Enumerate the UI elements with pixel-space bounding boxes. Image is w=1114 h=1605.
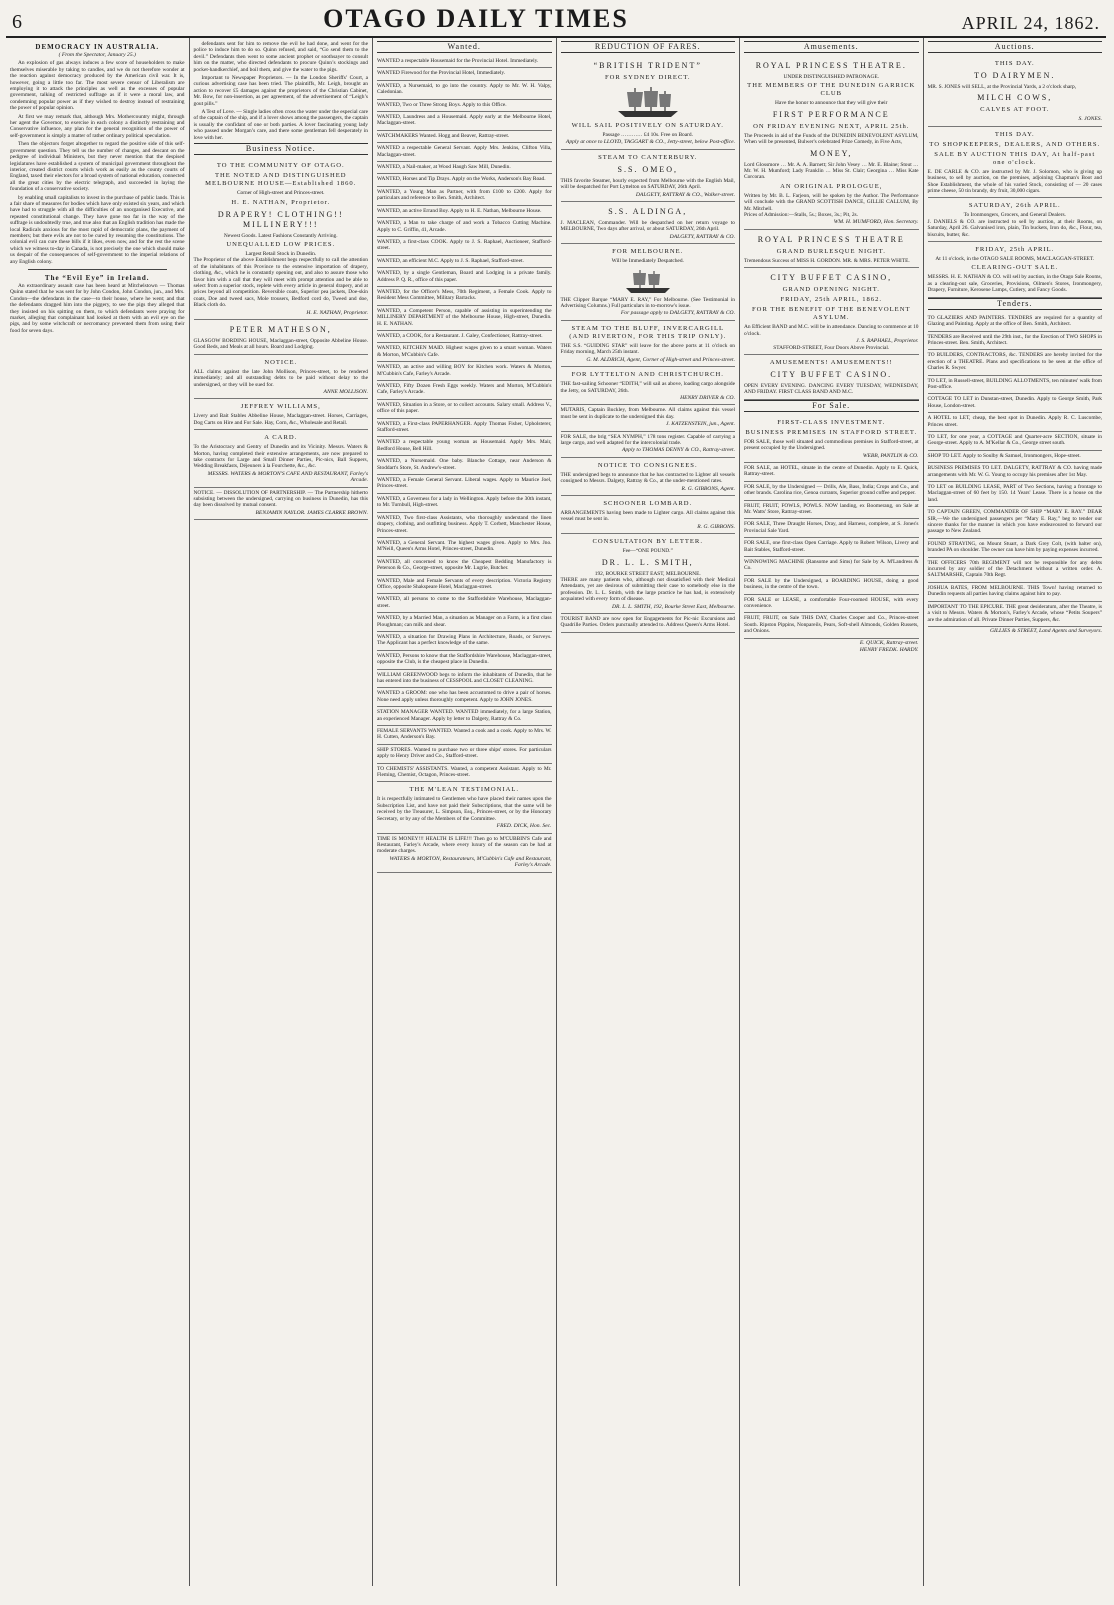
article-paragraph: Then the objectors forget altogether to regard the positive side of this self-government question. They tell us the number of changes, and descant on the pedigree of individual Ministers, but they never mention that the despised legislatures have established a system of municipal government throughout the interior, created district courts which work as easily as the county courts of England, taxed their electors for a broad system of national education, connected all the great cities by the electric telegraph, and succeeded in laying the foundation of a conservative society. xyxy=(10,141,185,193)
ship-icon xyxy=(561,85,736,119)
ad-heading: CITY BUFFET CASINO, xyxy=(770,273,893,283)
wanted-ad: WANTED, Two or Three Strong Boys. Apply to this Office. xyxy=(377,100,552,112)
advertisement xyxy=(744,268,919,355)
ad-text: The Proprietor of the above Establishment begs respectfully to call the attention of the inhabitants of this Province to the extensive importation of drapery, clothing, &c., which he is constantly opening out, and also to assure those who favor him with a call that they will meet with prompt attention and be able to select from a superior stock, replete with every article in general drapery, and at prices beyond all competition. Reversible coats, Superior pea jackets, Doe-skin coats, Doe and tweed sacs, Mole trousers, Bedford cord do, Tweed and doe, Black cloth do. xyxy=(193,257,368,309)
section-title: Auctions. xyxy=(928,41,1103,53)
column-2 xyxy=(190,38,374,1586)
wanted-ad: WANTED, a first-class COOK. Apply to J. S. Raphael, Auctioneer, Stafford-street. xyxy=(377,237,552,256)
advertisement xyxy=(561,458,736,496)
tender-ad: THE OFFICERS 70th REGIMENT will not be responsible for any debts incurred by any soldier of the Detachment without a written order. A. SALTMARSHE, Captain 70th Regt. xyxy=(928,558,1103,583)
ad-signature: GILLIES & STREET, Land Agents and Surveyors. xyxy=(990,627,1102,634)
ad-heading: ROYAL PRINCESS THEATRE. xyxy=(755,61,907,70)
sale-ads-list xyxy=(744,463,919,639)
shipping-ad xyxy=(561,405,736,431)
article-paragraph: Important to Newspaper Proprietors. — In the London Sheriffs’ Court, a curious advertising case has been tried. The plaintiffs, Mr. Leigh, brought an action to recover £5 damages against the proprietors of the Christian Cabinet, Mr. Bow, for non-insertion, as per agreement, of the advertisement of “Leigh’s gout pills.” xyxy=(193,75,368,107)
ad-signature: R. G. GIBBONS. xyxy=(697,523,735,530)
ship-name: S.S. ALDINGA, xyxy=(608,207,688,217)
wanted-ad: WANTED, a Governess for a lady in Wellington. Apply before the 30th instant, to Mr. Turnbull, High-street. xyxy=(377,494,552,513)
advertisement xyxy=(194,320,369,355)
article-paragraph: A Test of Love. — Single ladies often cross the water under the especial care of the captain of the ship, and if a lover shows among the passengers, the captain is usually the confidant of one or both parties. A lover fascinating young lady who passed under Morgan’s care, and there some gentleman fell desperately in love with her. xyxy=(193,109,368,141)
ad-text: Lord Glossmore … Mr. A. A. Barnett; Sir John Vesey … Mr. E. Blaine; Stout … Mr. W. H. Mumford; Lady Franklin … Miss St. Clair; Georgina … Miss Kate Corcoran. xyxy=(744,161,919,181)
ad-text: THE S.S. “GUIDING STAR” will leave for the above ports at 11 o'clock on Friday morning, March 25th instant. xyxy=(560,342,735,356)
advertisement xyxy=(928,198,1103,242)
ad-text: Tremendous Success of MISS H. GORDON. MR. & MRS. PETER WHITE. xyxy=(744,257,910,264)
advertisement xyxy=(377,834,552,873)
ad-signature: Apply to THOMAS DENNY & CO., Rattray-street. xyxy=(621,447,735,454)
ad-heading: FOR MELBOURNE. xyxy=(612,248,684,256)
sale-ad: FOR SALE, one first-class Open Carriage. Apply to Robert Wilson, Livery and Bait Stables, Stafford-street. xyxy=(744,538,919,557)
ad-signature: MESSRS. WATERS & MORTON'S CAFE AND RESTAURANT, Farley's Arcade. xyxy=(207,470,368,484)
ad-text: It is respectfully intimated to Gentlemen who have placed their names upon the Subscription List, and have not paid their Subscriptions, that the same will be received by the Treasurer, L. Simpson, Esq., Princes-street, or by the Honorary Secretary, or by any of the Members of the Committee. xyxy=(377,796,552,822)
divider xyxy=(28,269,167,270)
wanted-ad: WANTED, a situation for Drawing Plans in Architecture, Roads, or Surveys. The Applicant has a perfect knowledge of the same. xyxy=(377,632,552,651)
article-paragraph: by enabling small capitalists to invest in the purchase of public lands. This is a fair share of measures for bodies which have only existed six years, and which have had to struggle with all the difficulties of an unorganised Executive, and repeated constitutional change. They have gone too far in the way of the suffrage is undoubtedly true, and true also that an English tradition has made the local Radicals anxious for the most rapid of democratic plans, the payment of members; but there evils are not to be cured by resuming the constitutions. The colonial evil can cure these bills if it likes, even now, and for the rest the scene which we witness to-day in Canada, is not precisely the one which should make us despair of the consequences of self-government to the imperial relations of any English colony. xyxy=(10,194,185,265)
wanted-ad: WANTED, Laundress and a Housemaid. Apply early at the Melbourne Hotel, Maclaggan-street. xyxy=(377,112,552,131)
ad-heading: STEAM TO THE BLUFF, INVERCARGILL (AND RIVERTON, FOR THIS TRIP ONLY). xyxy=(569,324,727,340)
ship-name: “BRITISH TRIDENT” xyxy=(593,61,702,70)
column-1 xyxy=(6,38,190,1586)
advertisement xyxy=(744,415,919,463)
wanted-ad: WANTED, for the Officer's Mess, 70th Regiment, a Female Cook. Apply to Resident Mess Committee, Military Barracks. xyxy=(377,287,552,306)
section-title: Tenders. xyxy=(928,298,1103,310)
ad-text: NOTICE. — DISSOLUTION OF PARTNERSHIP. — The Partnership hitherto subsisting between the undersigned, carrying on business in Dunedin, has this day been dissolved by mutual consent. xyxy=(193,489,368,509)
ad-heading: GRAND BURLESQUE NIGHT. xyxy=(776,247,886,255)
shipping-ad xyxy=(561,202,736,244)
ad-heading: MONEY, xyxy=(810,148,853,158)
ad-text: E. DE CARLE & CO. are instructed by Mr. J. Solomon, who is giving up business, to sell by auction, on the premises, adjoining Chapman's Boot and Shoe Establishment, the whole of his varied Stock, consisting of — 20 cases prime cheese, 50 tin brandy, dry fruit, 30,000 cigars. xyxy=(927,168,1102,195)
sale-ad: FOR SALE, Three Draught Horses, Dray, and Harness, complete, at S. Jones's Provincial Sale Yard. xyxy=(744,519,919,538)
ad-text: The Proceeds in aid of the Funds of the DUNEDIN BENEVOLENT ASYLUM, When will be presented, Bulwer's celebrated Prize Comedy, in Five Acts, xyxy=(744,132,919,146)
ad-signature: J. KATZENSTEIN, jun., Agent. xyxy=(666,421,735,428)
column-6 xyxy=(924,38,1107,1586)
ad-heading: FRIDAY, 25th APRIL, 1862. xyxy=(780,296,883,304)
ad-signature: S. JONES. xyxy=(1078,116,1102,123)
ad-heading: SCHOONER LOMBARD. xyxy=(603,499,693,507)
ad-text: Livery and Bait Stables Abbeline House, Maclaggan-street. Horses, Carriages, Dog Carts on Hire and For Sale. Hay, Corn, &c., Wholesale and Retail. xyxy=(193,413,368,426)
shipping-ad xyxy=(561,150,736,202)
article-title: DEMOCRACY IN AUSTRALIA. xyxy=(35,43,160,51)
column-4 xyxy=(557,38,741,1586)
ad-heading: CITY BUFFET CASINO. xyxy=(770,369,893,379)
ad-heading: FRIDAY, 25th APRIL. xyxy=(975,246,1055,254)
tender-ad: IMPORTANT TO THE EPICURE. THE great desideratum, after the Theatre, is a visit to Messrs. Waters & Morton's, Farley's Arcade, whose “Petits Soupers” are the admiration of all. Private Dinner Parties, Suppers, &c. xyxy=(928,602,1103,627)
column-3 xyxy=(373,38,557,1586)
ad-text: TIME IS MONEY!!! HEALTH IS LIFE!!! Then go to M'CUBBIN'S Cafe and Restaurant, Farley's Arcade, where every luxury of the season can be had at moderate charges. xyxy=(377,835,552,855)
ad-signature: DALGETY, RATTRAY & CO. xyxy=(669,233,735,240)
ad-heading: THIS DAY. xyxy=(994,130,1035,138)
wanted-ad: WANTED, a Competent Person, capable of assisting in superintending the MILLINERY DEPARTMENT of the Melbourne House, High-street, Dunedin. H. E. NATHAN. xyxy=(377,306,552,331)
wanted-ad: WANTED, a Nail-maker, at Wood Haugh Saw Mill, Dunedin. xyxy=(377,162,552,174)
ad-address: STAFFORD-STREET, Four Doors Above Provincial. xyxy=(773,344,890,351)
ad-slogan: DRAPERY! CLOTHING!! MILLINERY!!! xyxy=(217,209,344,229)
ad-heading: TO SHOPKEEPERS, DEALERS, AND OTHERS. xyxy=(929,140,1101,148)
ad-heading: ON FRIDAY EVENING NEXT, APRIL 25th. xyxy=(753,122,910,130)
sale-ad: FOR SALE by the Undersigned, a BOARDING HOUSE, doing a good business, in the centre of the town. xyxy=(744,576,919,595)
ad-text: THE undersigned begs to announce that he has contracted to Lighter all vessels consigned to Messrs. Dalgety, Rattray & Co., at the under-mentioned rates. xyxy=(560,471,735,485)
ship-name: S.S. OMEO, xyxy=(617,164,678,174)
sale-ad: FOR SALE, an HOTEL, situate in the centre of Dunedin. Apply to E. Quick, Rattray-street. xyxy=(744,463,919,482)
sale-ad: FRUIT, FRUIT, on Sale THIS DAY, Charles Cooper and Co., Princes-street South. Ripston Pippins, Nonpareils, Pears, Soft-shell Almonds, Golden Russets, and Onions. xyxy=(744,613,919,638)
ad-text: Largest Retail Stock in Dunedin. xyxy=(245,250,317,257)
ad-text: THERE are many patients who, although not dissatisfied with their Medical Attendants, yet are desirous of submitting their case to somebody else in the profession. Dr. L. L. Smith, with the large practice he has had, is extensively acquainted with every form of disease. xyxy=(560,577,735,603)
wanted-ad: WANTED, all persons to come to the Staffordshire Warehouse, Maclaggan-street. xyxy=(377,594,552,613)
tender-ad: JOSHUA BATES, FROM MELBOURNE. THIS Town! having returned to Dunedin requests all parties having claims against him to pay. xyxy=(928,583,1103,602)
wanted-ad: WANTED, Male and Female Servants of every description. Victoria Registry Office, opposite Shakspeare Hotel, Maclaggan-street. xyxy=(377,576,552,595)
ad-heading: BUSINESS PREMISES IN STAFFORD STREET. xyxy=(745,428,918,436)
ad-text: THE fast-sailing Schooner “EDITH,” will sail as above, loading cargo alongside the Jetty, on SATURDAY, 26th. xyxy=(560,381,735,394)
ship-fare: Passage ………… £4 10s. Free on Board. xyxy=(602,132,693,138)
ad-text: TOURIST BAND are now open for Engagements for Pic-nic Excursions and Quadrille Parties. Orders punctually attended to. Address Queen's Arms Hotel. xyxy=(560,616,735,629)
ad-text: FOR SALE, the brig “SEA NYMPH,” 178 tons register. Capable of carrying a large cargo, and well adapted for the intercolonial trade. xyxy=(560,433,735,446)
ad-text: To the Aristocracy and Gentry of Dunedin and its Vicinity. Messrs. Waters & Morton, having completed their extensive arrangements, are now prepared to take contracts for Large and Small Dinner Parties, Pic-nics, Ball Suppers, Wedding Breakfasts, Déjeuners à la Fourchette, &c., &c. xyxy=(193,444,368,470)
tender-ad: TO LET, for one year, a COTTAGE and Quarter-acre SECTION, situate in George-street. Apply to A. M'Kellar & Co., George street south. xyxy=(928,432,1103,451)
ad-heading: MILCH COWS, xyxy=(977,93,1053,103)
ad-heading: THIS DAY. xyxy=(994,60,1035,67)
wanted-ad: WANTED, Horses and Tip Drays. Apply on the Works, Anderson's Bay Road. xyxy=(377,174,552,186)
ad-heading: NOTICE TO CONSIGNEES. xyxy=(597,461,698,469)
wanted-ads-list xyxy=(377,56,552,782)
wanted-ad: WANTED a respectable General Servant. Apply Mrs. Jenkins, Clifton Villa, Maclaggan-street. xyxy=(377,143,552,162)
tender-ad: TO BUILDERS, CONTRACTORS, &c. TENDERS are hereby invited for the erection of a THEATRE. Plans and specifications to be seen at the office of Charles R. Swyer. xyxy=(928,350,1103,375)
ad-text: OPEN EVERY EVENING. DANCING EVERY TUESDAY, WEDNESDAY, AND FRIDAY. FIRST CLASS BAND AND M.C. xyxy=(744,382,919,396)
ad-heading: SATURDAY, 26th APRIL. xyxy=(968,202,1061,210)
tenders-list xyxy=(928,313,1103,627)
wanted-ad: STATION MANAGER WANTED. WANTED immediately, for a large Station, an experienced Manager. Apply by letter to Dalgety, Rattray & Co. xyxy=(377,707,552,726)
ad-address: Corner of High-street and Princes-street. xyxy=(236,190,325,197)
wanted-ad: WANTED, a General Servant. The highest wages given. Apply to Mrs. Jno. M'Neill, Queen's Arms Hotel, Princes-street, Dunedin. xyxy=(377,538,552,557)
section-title: Amusements. xyxy=(744,41,919,53)
shipping-ad xyxy=(561,367,736,405)
ad-signature: WATERS & MORTON, Restaurateurs, M'Cubbin's Cafe and Restaurant, Farley's Arcade. xyxy=(389,855,552,869)
wanted-ad: WANTED, a COOK, for a Restaurant. J. Galey, Confectioner, Rattray-street. xyxy=(377,331,552,343)
ad-heading: CONSULTATION BY LETTER. xyxy=(592,538,703,546)
ad-text: MR. S. JONES will SELL, at the Provincial Yards, a 2 o'clock sharp, xyxy=(927,84,1077,90)
ad-signature: For passage apply to DALGETY, RATTRAY & CO. xyxy=(620,310,735,317)
ad-heading: UNEQUALLED LOW PRICES. xyxy=(226,240,336,248)
ad-text: J. DANIELS & CO. are instructed to sell by auction, at their Rooms, on Saturday, April 26. Galvanised iron, plain, Tin buckets, Iron do, &c., Flour, tea, biscuits, butter, &c. xyxy=(927,218,1102,238)
ad-signature: DALGETY, RATTRAY & CO., Walker-street. xyxy=(635,191,735,198)
ad-signature: J. S. RAPHAEL, Proprietor. xyxy=(856,338,919,345)
ad-subslogan: Newest Goods. Latest Fashions Constantly Arriving. xyxy=(223,232,338,239)
article-title: The “Evil Eye” in Ireland. xyxy=(44,274,150,282)
newspaper-page xyxy=(6,4,1106,1594)
wanted-ad: WILLIAM GREENWOOD begs to inform the inhabitants of Dunedin, that he has entered into the business of CESSPOOL and CLOSET CLEANING. xyxy=(377,670,552,689)
wanted-ad: WANTED Firewood for the Provincial Hotel, Immediately. xyxy=(377,68,552,80)
ad-proprietor: H. E. NATHAN, Proprietor. xyxy=(231,198,331,206)
ad-signature: G. M. ALDRICH, Agent, Corner of High-street and Princes-street. xyxy=(586,356,735,363)
tender-ad: TO LET on BUILDING LEASE, PART of Two Sections, having a frontage to Maclaggan-street of 60 feet by 150. 14 Years' Lease. There is a house on the land. xyxy=(928,482,1103,507)
wanted-ad: WANTED, Situation in a Store, or to collect accounts. Salary small. Address V., office of this paper. xyxy=(377,400,552,419)
advertisement xyxy=(194,488,369,521)
shipping-ad xyxy=(561,56,736,150)
tender-ad: TENDERS are Received until the 29th inst., for the Erection of TWO SHOPS in Princes-street. Ben. Smith, Architect. xyxy=(928,332,1103,351)
tender-ad: TO CAPTAIN GREEN, COMMANDER OF SHIP “MARY E. RAY.” DEAR SIR,—We the undersigned passengers per “Mary E. Ray,” beg to tender our sincere thanks for the manner in which you have endeavoured to forward our passage to New Zealand. xyxy=(928,507,1103,539)
ad-heading: A CARD. xyxy=(264,434,298,442)
wanted-ad: WANTED, Two first-class Assistants, who thoroughly understand the linen drapery, clothing, and outfitting business. Apply T. Corbett, Manchester House, Princes-street. xyxy=(377,513,552,538)
ad-heading: CALVES AT FOOT. xyxy=(980,106,1050,114)
article-paragraph: An extraordinary assault case has been heard at Mitchelstown — Thomas Quinn stated that he was sent for by John Condon, John Condon, jun., and Mrs. Condon—the defendants in the case—to their house, where he went; and that the defendants dragged him into the piggery, to see the pigs they alleged that they insisted on his spitting on them, to which defendants were praying for market, alleging that complainant had looked at them with an evil eye on the pigs, and by some witchcraft or necromancy prevented them from using their food for seven days. xyxy=(10,283,185,334)
advertisement xyxy=(561,496,736,534)
ad-heading: SALE BY AUCTION THIS DAY, At half-past one o'clock. xyxy=(934,150,1096,166)
wanted-ad: WANTED, a Man to take charge of and work a Tobacco Cutting Machine. Apply to C. Griffin, 41, Arcade. xyxy=(377,218,552,237)
ad-heading: TO THE COMMUNITY OF OTAGO. xyxy=(216,162,345,170)
tender-ad: BUSINESS PREMISES TO LET. DALGETY, RATTRAY & CO. having made arrangements with Mr. W. G. Young to occupy his premises after 1st May. xyxy=(928,463,1103,482)
wanted-ad: WANTED, a Female General Servant. Liberal wages. Apply to Maurice Joel, Princes-street. xyxy=(377,475,552,494)
ad-heading: PETER MATHESON, xyxy=(229,324,332,334)
advertisement xyxy=(194,430,369,487)
ad-address: 192, BOURKE STREET EAST, MELBOURNE. xyxy=(594,570,701,577)
shipping-ad xyxy=(561,432,736,458)
ad-signature: Apply at once to LLOYD, TAGGART & CO., Jetty-street, below Post-office. xyxy=(565,139,735,146)
advertisement xyxy=(928,242,1103,298)
ad-heading: TO DAIRYMEN. xyxy=(974,71,1056,80)
wanted-ad: WANTED a GROOM: one who has been accustomed to drive a pair of horses. None need apply unless thoroughly competent. Apply to JOHN JONES. xyxy=(377,688,552,707)
tender-ad: FOUND STRAYING, on Mount Stuart, a Dark Grey Colt, (with halter on), branded PA on shoulder. The owner can have him by paying expenses incurred. xyxy=(928,539,1103,558)
ad-signature: BENJAMIN NAYLOR. JAMES CLARKE BROWN. xyxy=(255,509,368,516)
issue-date: APRIL 24, 1862. xyxy=(961,13,1100,33)
shipping-ad xyxy=(561,321,736,367)
ad-heading: CLEARING-OUT SALE. xyxy=(971,264,1059,272)
ad-heading: THE MEMBERS OF THE DUNEDIN GARRICK CLUB xyxy=(747,82,916,98)
wanted-ad: WANTED, a Nursemaid. One baby. Blanche Cottage, near Anderson & Stoddart's Store, St. Andrew's-street. xyxy=(377,456,552,475)
ad-signature: WM. H. MUMFORD, Hon. Secretary. xyxy=(833,219,919,226)
advertisement xyxy=(744,230,919,268)
wanted-ad: WANTED, a First-class PAPERHANGER. Apply Thomas Fisher, Upholsterer, Stafford-street. xyxy=(377,419,552,438)
ship-route: FOR SYDNEY DIRECT. xyxy=(604,74,691,81)
advertisement xyxy=(744,355,919,400)
ad-signature: WEBB, PANTLIN & CO. xyxy=(862,452,919,459)
wanted-ad: WANTED a respectable Housemaid for the Provincial Hotel. Immediately. xyxy=(377,56,552,68)
tender-ad: SHOP TO LET. Apply to Soulby & Samuel, Ironmongers, Hope-street. xyxy=(928,451,1103,463)
ad-text: Fee—“ONE POUND.” xyxy=(622,548,673,555)
advertisement xyxy=(561,534,736,614)
ad-heading: STEAM TO CANTERBURY. xyxy=(598,153,698,161)
ad-text: Written by Mr. B. L. Farjeon, will be spoken by the Author. The Performance will conclude with the GRAND SCOTTISH DANCE, GILLIE CALLUM, By Mr. Mitchell. xyxy=(744,192,919,212)
ad-signature: ANNE MOLLISON. xyxy=(323,389,368,395)
ad-signature: FRED. DICK, Hon. Sec. xyxy=(496,823,552,830)
ad-text: To Ironmongers, Grocers, and General Dealers. xyxy=(963,212,1066,219)
ad-signature: DR. L. L. SMITH, 192, Bourke Street East, Melbourne. xyxy=(612,603,735,610)
wanted-ad: SHIP STORES. Wanted to purchase two or three ships' stores. For particulars apply to Henry Driver and Co., Stafford-street. xyxy=(377,745,552,764)
sale-ad: FRUIT, FRUIT, FOWLS, POWLS. NOW landing, ex Boomerang, on Sale at Mr. Watts' Store, Rattray-street. xyxy=(744,501,919,520)
sale-ad: FOR SALE or LEASE, a comfortable Four-roomed HOUSE, with every convenience. xyxy=(744,595,919,614)
article-paragraph: defendants sent for him to remove the evil he had done, and went for the police to induce him to do so. Quinn refused, and said, “Go send them to the devil.” Defendants then went to some ancient prophet or soothsayer to consult him on the matter, who directed defendants to procure Quinn’s stockings and pocket-handkerchief, and boil them, and give the water to the pigs. xyxy=(193,41,368,73)
ad-text: UNDER DISTINGUISHED PATRONAGE. xyxy=(783,74,879,80)
section-title: Wanted. xyxy=(377,41,552,53)
columns xyxy=(6,38,1106,1586)
wanted-ad: WANTED, an efficient M.C. Apply to J. S. Raphael, Stafford-street. xyxy=(377,256,552,268)
ad-heading: FOR LYTTELTON AND CHRISTCHURCH. xyxy=(571,371,724,379)
ad-text: MESSRS. H. E. NATHAN & CO. will sell by auction, in the Otago Sale Rooms, as a clearing-out sale, Groceries, Provisions, Oilmen's Stores, Ironmongery, Drapery, Furniture, Kerosene Lamps, Cutlery, and Fancy Goods. xyxy=(927,274,1102,294)
wanted-ad: WANTED, a Nursemaid, to go into the country. Apply to Mr. W. H. Valpy, Caledonian. xyxy=(377,81,552,100)
ad-text: At 11 o'clock, in the OTAGO SALE ROOMS, MACLAGGAN-STREET. xyxy=(935,256,1095,263)
section-title: Business Notice. xyxy=(194,143,369,155)
ad-heading: GRAND OPENING NIGHT. xyxy=(782,286,880,294)
advertisement xyxy=(561,614,736,633)
ad-heading: DR. L. L. SMITH, xyxy=(601,557,694,567)
article-paragraph: An explosion of gas always induces a few score of householders to make themselves miserable by taking to candles, and we do not therefore wonder at the reaction against democracy produced by the American civil war. It is, however, going a little too far. The most severe censor of Liberalism are employing it to attack the principles as well as the excesses of popular government, talking of restricted suffrage as if it were a moral law, and condemning popular power as if they wished to destroy instead of restraining the power of popular opinion. xyxy=(10,60,185,112)
advertisement xyxy=(744,56,919,230)
ad-text: GLASGOW BORDING HOUSE, Maclaggan-street, Opposite Abbeline House. Good Beds, and Meals at all hours. Board and Lodging. xyxy=(193,337,368,351)
advertisement xyxy=(194,158,369,320)
ad-heading: THE NOTED AND DISTINGUISHED MELBOURNE HOUSE—Established 1860. xyxy=(205,172,357,188)
wanted-ad: WANTED, an active Errand Boy. Apply to H. E. Nathan, Melbourne House. xyxy=(377,206,552,218)
ad-heading: JEFFREY WILLIAMS, xyxy=(240,403,321,411)
wanted-ad: WANTED, by a Married Man, a situation as Manager on a Farm, is a first class Ploughman; can milk and shear. xyxy=(377,613,552,632)
ship-sailing: WILL SAIL POSITIVELY ON SATURDAY. xyxy=(571,122,724,129)
ad-heading: THE M'LEAN TESTIMONIAL. xyxy=(409,786,520,794)
advertisement xyxy=(194,399,369,430)
ad-heading: ROYAL PRINCESS THEATRE xyxy=(757,234,905,244)
advertisement xyxy=(928,127,1103,199)
wanted-ad: WANTED, a Young Man as Partner, with from £100 to £200. Apply for particulars and reference to Ben. Smith, Architect. xyxy=(377,187,552,206)
ad-signature: R. G. GIBBONS, Agent. xyxy=(681,485,735,492)
ad-text: FOR SALE, those well situated and commodious premises in Stafford-street, at present occupied by the Undersigned. xyxy=(744,438,919,452)
sale-ad: WINNOWING MACHINE (Ransome and Sims) for Sale by A. M'Landress & Co. xyxy=(744,557,919,576)
ad-text: An Efficient BAND and M.C. will be in attendance. Dancing to commence at 10 o'clock. xyxy=(744,324,919,337)
wanted-ad: WANTED, Fifty Dozen Fresh Eggs weekly. Waters and Morton, M'Cubbin's Cafe, Farley's Arcade. xyxy=(377,381,552,400)
ad-text: Have the honor to announce that they will give their xyxy=(775,100,888,107)
advertisement xyxy=(377,782,552,833)
ad-text: MUTARIS, Captain Buckley, from Melbourne. All claims against this vessel must be sent in duplicate to the undersigned this day. xyxy=(560,407,735,420)
tender-ad: COTTAGE TO LET in Dunstan-street, Dunedin. Apply to George Smith, Park House, London-street. xyxy=(928,394,1103,413)
ad-text: J. MACLEAN, Commander. Will be despatched on her return voyage to MELBOURNE, Two days after arrival, or about SATURDAY, 26th April. xyxy=(560,220,735,233)
wanted-ad: WANTED, Persons to know that the Staffordshire Warehouse, Maclaggan-street, opposite the Club, is the cheapest place in Dunedin. xyxy=(377,651,552,670)
ad-signature: HENRY FREDK. HARDY. xyxy=(859,647,919,654)
column-5 xyxy=(740,38,924,1586)
ad-heading: FIRST PERFORMANCE xyxy=(772,109,890,119)
wanted-ad: WANTED a respectable young woman as Housemaid. Apply Mrs. Mair, Bedford House, Bell Hill. xyxy=(377,437,552,456)
wanted-ad: FEMALE SERVANTS WANTED. Wanted a cook and a cook. Apply to Mrs. W. H. Cutten, Anderson's Bay. xyxy=(377,726,552,745)
ad-signature: E. QUICK, Rattray-street. xyxy=(859,639,919,646)
ad-text: THIS favorite Steamer, hourly expected from Melbourne with the English Mail, will be despatched for Port Lyttelton on SATURDAY, 26th April. xyxy=(560,177,735,191)
wanted-ad: WANTED, KITCHEN MAID. Highest wages given to a smart woman. Waters & Morton, M'Cubbin's Cafe. xyxy=(377,343,552,362)
ad-heading: AMUSEMENTS! AMUSEMENTS!! xyxy=(769,358,893,366)
ad-text: ARRANGEMENTS having been made to Lighter cargo. All claims against this vessel must be sent in. xyxy=(560,509,735,523)
article-source: ( From the Spectator, January 25.) xyxy=(58,52,136,58)
ad-text: Prices of Admission:—Stalls, 5s.; Boxes, 3s.; Pit, 2s. xyxy=(744,212,858,219)
wanted-ad: WANTED, an active and willing BOY for Kitchen work. Waters & Morton, M'Cubbin's Cafe, Farley's Arcade. xyxy=(377,362,552,381)
ad-text: Will be Immediately Despatched. xyxy=(611,258,684,265)
ad-heading: NOTICE. xyxy=(264,358,298,366)
section-title: For Sale. xyxy=(744,400,919,412)
newspaper-title: OTAGO DAILY TIMES xyxy=(323,4,629,33)
ad-text: THE Clipper Barque “MARY E. RAY,” For Melbourne. (See Testimonial in Advertising Columns.) Full particulars in to-morrow's issue. xyxy=(560,296,735,310)
page-number: 6 xyxy=(12,11,22,33)
advertisement xyxy=(194,355,369,400)
shipping-ad xyxy=(561,244,736,321)
tender-ad: TO GLAZIERS AND PAINTERS. TENDERS are required for a quantity of Glazing and Painting. Apply at the office of Ben. Smith, Architect. xyxy=(928,313,1103,332)
ad-heading: FOR THE BENEFIT OF THE BENEVOLENT ASYLUM. xyxy=(752,306,911,322)
ad-heading: FIRST-CLASS INVESTMENT. xyxy=(777,418,886,426)
ad-heading: AN ORIGINAL PROLOGUE, xyxy=(780,182,883,190)
ad-signature: HENRY DRIVER & CO. xyxy=(680,394,735,401)
ship-icon xyxy=(561,268,736,294)
tender-ad: TO LET, in Russell-street, BUILDING ALLOTMENTS, ten minutes' walk from Post-office. xyxy=(928,376,1103,395)
masthead xyxy=(6,4,1106,38)
ad-signature: H. E. NATHAN, Proprietor. xyxy=(306,309,368,316)
tender-ad: A HOTEL to LET, cheap, the best spot in Dunedin. Apply R. C. Luscombe, Princes street. xyxy=(928,413,1103,432)
article-paragraph: At first we may remark that, although Mrs. Mothercountry might, through her agent the Governor, to exercise in each colony a distinctly restraining and Conservative influence, any plan for the general recognition of the power of self-government is simply a matter of rather ordinary political speculation. xyxy=(10,113,185,139)
wanted-ad: TO CHEMISTS' ASSISTANTS. Wanted, a competent Assistant. Apply to Mr. Fleming, Chemist, Octagon, Princes-street. xyxy=(377,764,552,783)
advertisement xyxy=(928,56,1103,127)
section-title: REDUCTION OF FARES. xyxy=(561,41,736,53)
sale-ad: FOR SALE, by the Undersigned — Drills, Ale, Bass, India; Crops and Co., and other brands. Carolina rice, Genoa currants, Superior ground coffee and pepper. xyxy=(744,482,919,501)
ad-text: ALL claims against the late John Mollison, Princes-street, to be rendered immediately; and all outstanding debts to be paid without delay to the undersigned, or they will be sued for. xyxy=(193,368,368,388)
wanted-ad: WANTED, all concerned to know the Cheapest Bedding Manufactory is Peterson & Co., George-street, opposite Mr. Lugrie, Butcher. xyxy=(377,557,552,576)
wanted-ad: WANTED, by a single Gentleman, Board and Lodging in a private family. Address P. Q. R., office of this paper. xyxy=(377,268,552,287)
wanted-ad: WATCHMAKERS Wanted. Hogg and Beaver, Rattray-street. xyxy=(377,131,552,143)
